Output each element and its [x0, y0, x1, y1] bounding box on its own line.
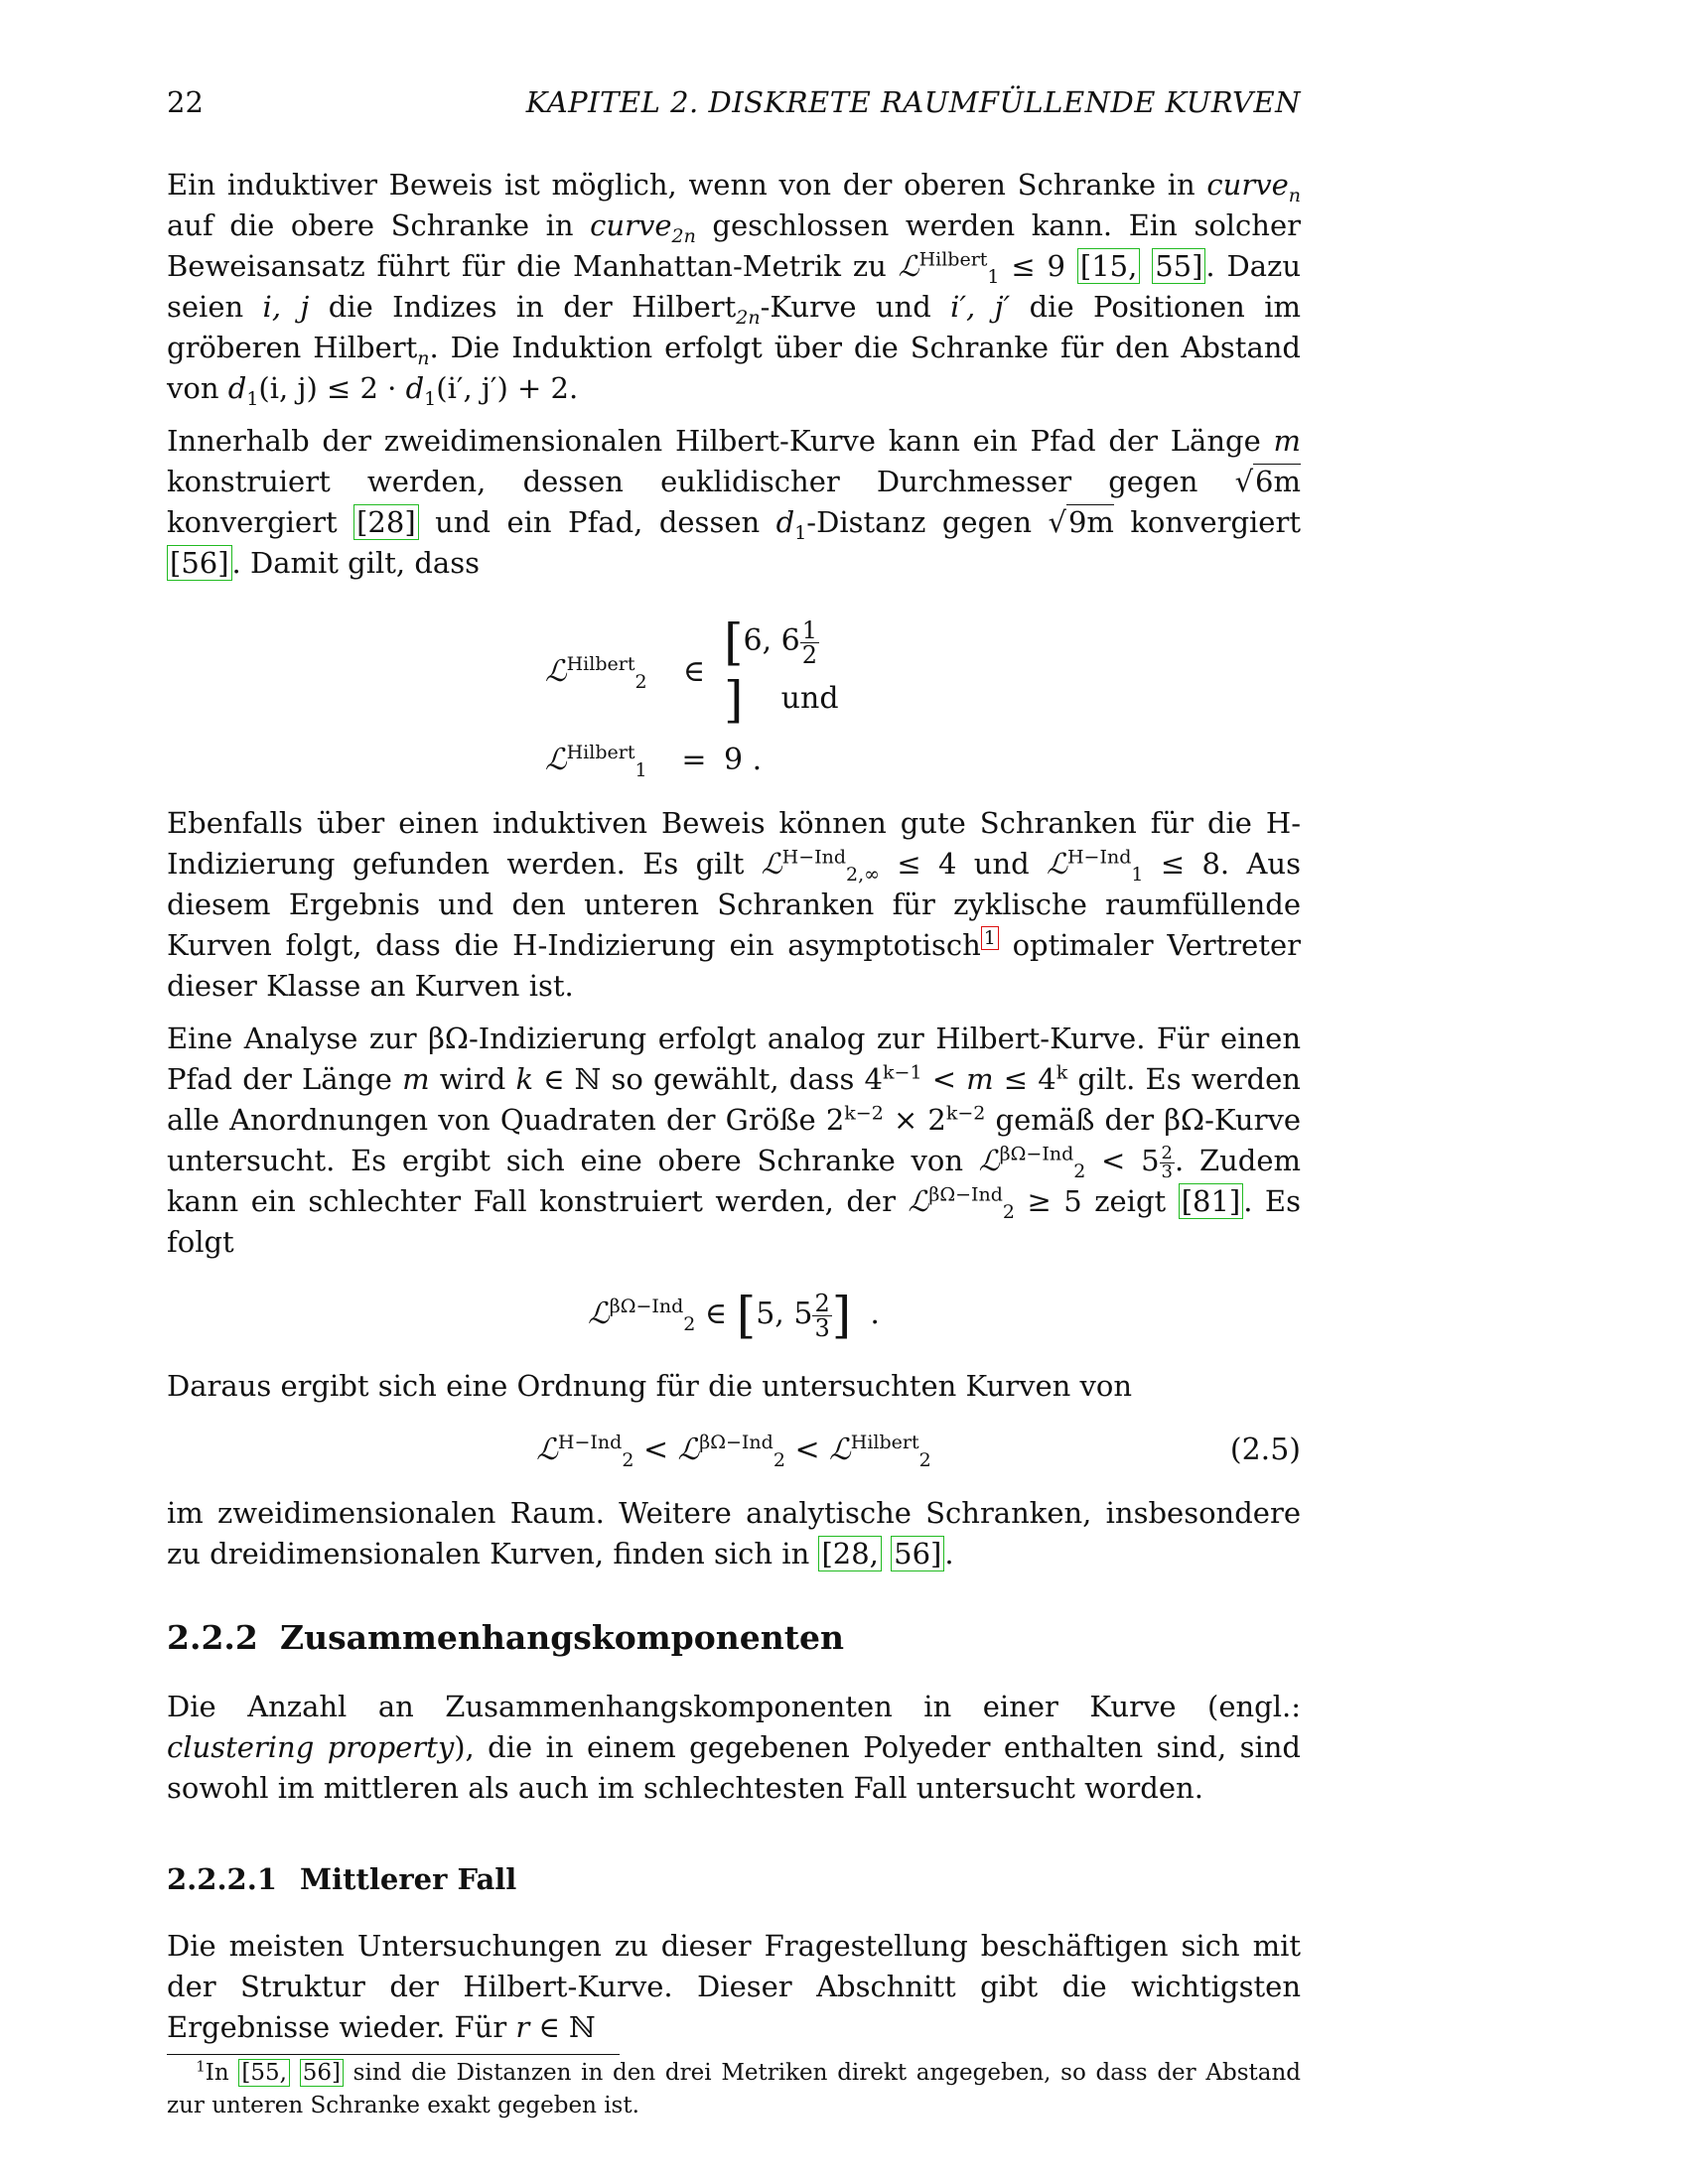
equation-rhs: [6, 6 $\frac{1}{2}$ ] und: [724, 614, 839, 729]
paragraph-induction: Ein induktiver Beweis ist möglich, wenn von der oberen Schranke in curve$_n$ auf die obere Schranke in curve$_{2n}$ geschlossen werden kann. Ein solcher Beweisansatz führt für die Manhattan-Metrik zu ℒ$^{Hilbert}_1$ ≤ 9 [15, 55] . Dazu seien i, j die Indizes in der Hilbert$_{2n}$-Kurve und i′, j′ die Positionen im gröberen Hilbert$_n$. Die Induktion erfolgt über die Schranke für den Abstand von $d_1(i$, $j) \le 2 \cdot d_1(i'$, j′) + 2.: [167, 168, 1302, 410]
equation-hilbert-bounds: [167, 614, 1301, 781]
paragraph-h-indexing: Ebenfalls über einen induktiven Beweis können gute Schranken für die H-Indizierung gefunden werden. Es gilt ℒ$^{H-Ind}_{2,\infty}$ ≤ 4 und ℒ$^{H-Ind}_1$ ≤ 8. Aus diesem Ergebnis und den unteren Schranken für zyklische raumfüllende Kurven folgt, dass die H-Indizierung ein asymptotisch $^1$ optimaler Vertreter dieser Klasse an Kurven ist.: [167, 806, 1301, 1003]
citation-link[interactable]: 55]: [1152, 248, 1205, 284]
paragraph-ordering: Daraus ergibt sich eine Ordnung für die untersuchten Kurven von: [167, 1369, 1133, 1403]
equation-beta-omega-bound: ℒ$^{\beta\Omega-Ind}_2$ ∈ [5, 5 $\frac{2}{3}$ ] .: [588, 1287, 880, 1344]
citation-link[interactable]: 56]: [300, 2059, 344, 2087]
equation-rhs: 9 .: [724, 743, 763, 777]
footnote: $^1$In [55, 56] sind die Distanzen in den drei Metriken direkt angegeben, so dass der Abstand zur unteren Schranke exakt gegeben ist.: [167, 2057, 1302, 2118]
paragraph-hilbert-path: Innerhalb der zweidimensionalen Hilbert-Kurve kann ein Pfad der Länge m konstruiert werden, dessen euklidischer Durchmesser gegen √6m konvergiert [28] und ein Pfad, dessen $d_1$-Distanz gegen √9m konvergiert [56] . Damit gilt, dass: [167, 424, 1301, 580]
paragraph-average-case: Die meisten Untersuchungen zu dieser Fragestellung beschäftigen sich mit der Struktur der Hilbert-Kurve. Dieser Abschnitt gibt die wichtigsten Ergebnisse wieder. Für r ∈ ℕ: [167, 1929, 1301, 2044]
paragraph-clustering: Die Anzahl an Zusammenhangskomponenten in einer Kurve (engl.: clustering property), die in einem gegebenen Polyeder enthalten sind, sind sowohl im mittleren als auch im schlechtesten Fall untersucht worden.: [167, 1690, 1301, 1805]
page: [167, 85, 1301, 2122]
equation-lhs: ℒ$^{Hilbert}_2$: [545, 652, 647, 693]
paragraph-beta-omega: Eine Analyse zur βΩ-Indizierung erfolgt analog zur Hilbert-Kurve. Für einen Pfad der Länge m wird k ∈ ℕ so gewählt, dass $4^{k-1} < m \le 4^k$ gilt. Es werden alle Anordnungen von Quadraten der Größe $2^{k-2} \times 2^{k-2}$ gemäß der βΩ-Kurve untersucht. Es ergibt sich eine obere Schranke von ℒ$^{\beta\Omega-Ind}_2$ < 5 $\frac{2}{3}$ . Zudem kann ein schlechter Fall konstruiert werden, der ℒ$^{\beta\Omega-Ind}_2$ ≥ 5 zeigt [81] . Es folgt: [167, 1022, 1301, 1259]
equation-number: (2.5): [1229, 1433, 1301, 1467]
citation-link[interactable]: 56]: [891, 1536, 944, 1571]
running-title: KAPITEL 2. DISKRETE RAUMFÜLLENDE KURVEN: [525, 85, 1301, 119]
equation-relation: =: [681, 743, 707, 777]
citation-link[interactable]: [28]: [353, 504, 419, 540]
running-header: [167, 85, 1301, 125]
footnote-link[interactable]: 1: [981, 926, 999, 950]
equation-lhs: ℒ$^{Hilbert}_1$: [545, 742, 647, 781]
page-number: 22: [167, 85, 204, 119]
footnote-rule: [167, 2054, 620, 2055]
equation-ordering: ℒ$^{H-Ind}_2$ < ℒ$^{\beta\Omega-Ind}_2$ < ℒ$^{Hilbert}_2$ (2.5): [536, 1432, 1301, 1471]
citation-link[interactable]: [81]: [1179, 1183, 1244, 1219]
section-heading: 2.2.2 Zusammenhangskomponenten: [167, 1618, 844, 1657]
paragraph-further-bounds: im zweidimensionalen Raum. Weitere analytische Schranken, insbesondere zu dreidimensionalen Kurven, finden sich in [28, 56] .: [167, 1496, 1301, 1570]
citation-link[interactable]: [15,: [1077, 248, 1140, 284]
equation-relation: ∈: [682, 653, 706, 689]
subsection-heading: 2.2.2.1 Mittlerer Fall: [167, 1862, 517, 1896]
citation-link[interactable]: [55,: [238, 2059, 290, 2087]
citation-link[interactable]: [28,: [818, 1536, 881, 1571]
citation-link[interactable]: [56]: [167, 545, 232, 581]
